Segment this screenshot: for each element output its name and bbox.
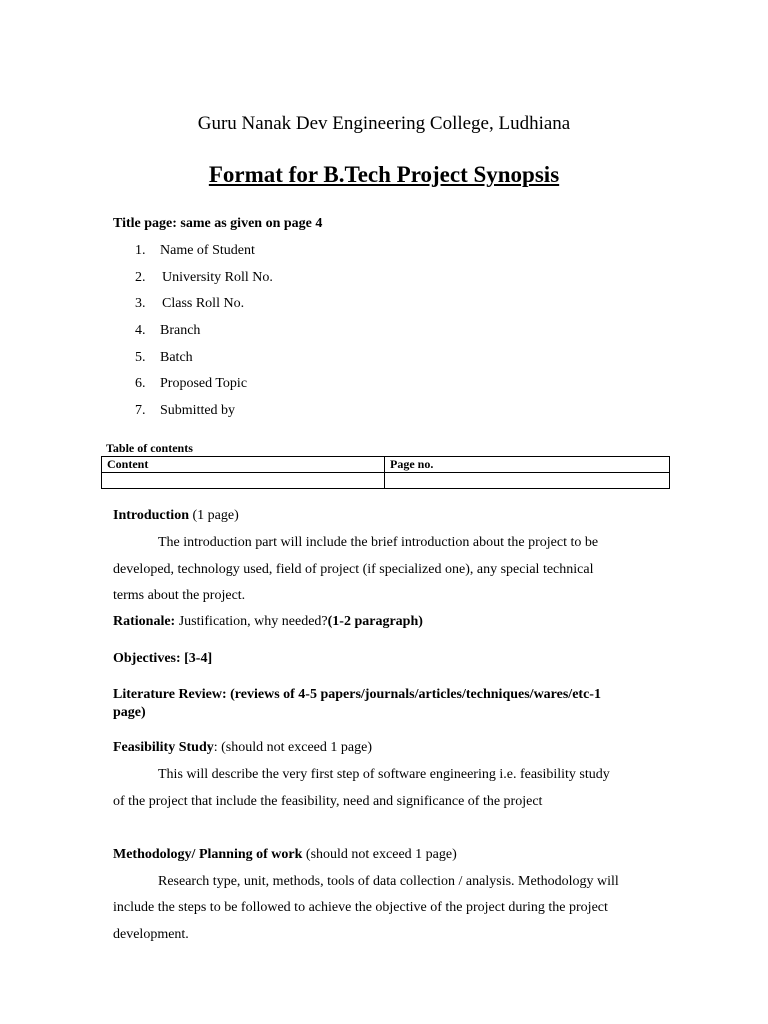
list-item-text: Class Roll No.: [162, 296, 245, 311]
methodology-text-line: Research type, unit, methods, tools of data collection / analysis. Methodology will: [158, 874, 619, 889]
list-item-number: 1.: [135, 243, 146, 258]
list-item-number: 2.: [135, 270, 146, 285]
list-item-text: Batch: [160, 350, 193, 365]
introduction-heading-line: [113, 508, 239, 524]
feasibility-text-line: of the project that include the feasibility, need and significance of the project: [113, 794, 543, 809]
list-item-text: Proposed Topic: [160, 376, 248, 391]
introduction-heading: Introduction: [113, 508, 189, 523]
feasibility-heading: Feasibility Study: [113, 740, 214, 755]
title-page-label: Title page: same as given on page 4: [113, 216, 323, 231]
list-item-number: 3.: [135, 296, 146, 311]
introduction-text-line: developed, technology used, field of project (if specialized one), any special technical: [113, 562, 594, 577]
feasibility-text-line: This will describe the very first step of software engineering i.e. feasibility study: [158, 767, 610, 782]
feasibility-note: : (should not exceed 1 page): [213, 740, 372, 755]
list-item-text: Submitted by: [160, 403, 236, 418]
rationale-heading: Rationale:: [113, 614, 176, 629]
document-title: Format for B.Tech Project Synopsis: [208, 162, 560, 187]
list-item-text: Name of Student: [160, 243, 255, 258]
list-item-number: 4.: [135, 323, 146, 338]
toc-cell-content: [102, 473, 385, 489]
table-header-row: [102, 457, 670, 473]
methodology-heading: Methodology/ Planning of work: [113, 847, 303, 862]
list-item-number: 7.: [135, 403, 146, 418]
feasibility-heading-line: [113, 740, 372, 756]
methodology-heading-line: [113, 847, 457, 863]
methodology-text-line: include the steps to be followed to achieve the objective of the project during the project: [113, 900, 608, 915]
toc-header-content: Content: [102, 457, 385, 473]
toc-table: [101, 456, 670, 489]
rationale-note: (1-2 paragraph): [327, 614, 423, 629]
list-item-number: 6.: [135, 376, 146, 391]
introduction-note: (1 page): [188, 508, 239, 523]
toc-label: Table of contents: [106, 441, 193, 455]
literature-review-heading: Literature Review: (reviews of 4-5 papers/journals/articles/techniques/wares/etc-1: [113, 687, 601, 702]
toc-header-page: Page no.: [385, 457, 670, 473]
methodology-text-line: development.: [113, 927, 189, 942]
college-name: Guru Nanak Dev Engineering College, Ludhiana: [197, 113, 571, 134]
introduction-text-line: terms about the project.: [113, 588, 246, 603]
table-row: [102, 473, 670, 489]
methodology-note: (should not exceed 1 page): [302, 847, 457, 862]
rationale-line: [113, 614, 423, 630]
list-item-number: 5.: [135, 350, 146, 365]
list-item-text: Branch: [160, 323, 201, 338]
literature-review-heading-cont: page): [113, 705, 146, 720]
rationale-text: Justification, why needed?: [175, 614, 328, 629]
introduction-text-line: The introduction part will include the brief introduction about the project to be: [158, 535, 599, 550]
toc-cell-page: [385, 473, 670, 489]
objectives-heading: Objectives: [3-4]: [113, 651, 213, 666]
list-item-text: University Roll No.: [162, 270, 273, 285]
